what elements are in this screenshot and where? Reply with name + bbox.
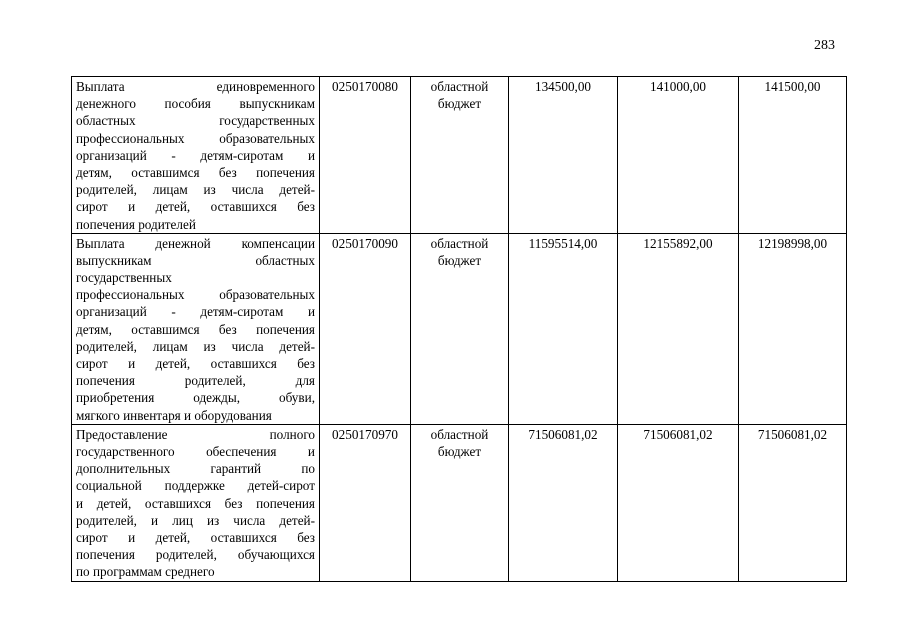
row-description [72, 233, 320, 424]
description-line: государственного обеспечения и [76, 443, 315, 459]
row-amount-3: 12198998,00 [739, 233, 847, 424]
description-line: Выплата денежной компенсации [76, 235, 315, 251]
row-amount-3: 141500,00 [739, 77, 847, 234]
row-description [72, 77, 320, 234]
description-line: сирот и детей, оставшихся без [76, 529, 315, 545]
row-amount-2: 71506081,02 [618, 424, 739, 581]
row-amount-1: 11595514,00 [509, 233, 618, 424]
description-line: мягкого инвентаря и оборудования [76, 407, 272, 423]
table-row [72, 233, 847, 424]
row-amount-3: 71506081,02 [739, 424, 847, 581]
description-line: государственных [76, 270, 172, 286]
description-line: сирот и детей, оставшихся без [76, 199, 315, 215]
description-line: попечения родителей [76, 216, 196, 232]
description-line: организаций - детям-сиротам и [76, 147, 315, 163]
row-source: областной бюджет [411, 77, 509, 234]
row-code: 0250170090 [320, 233, 411, 424]
table-row [72, 77, 847, 234]
table-row [72, 424, 847, 581]
description-line: социальной поддержке детей-сирот [76, 478, 315, 494]
description-line: родителей, и лиц из числа детей- [76, 512, 315, 528]
row-amount-2: 12155892,00 [618, 233, 739, 424]
description-line: Предоставление полного [76, 426, 315, 442]
description-line: областных государственных [76, 113, 315, 129]
description-line: профессиональных образовательных [76, 287, 315, 303]
description-line: денежного пособия выпускникам [76, 96, 315, 112]
description-line: и детей, оставшихся без попечения [76, 495, 315, 511]
description-line: приобретения одежды, обуви, [76, 390, 315, 406]
row-description [72, 424, 320, 581]
description-line: детям, оставшимся без попечения [76, 164, 315, 180]
row-amount-1: 71506081,02 [509, 424, 618, 581]
description-line: дополнительных гарантий по [76, 461, 315, 477]
description-line: организаций - детям-сиротам и [76, 304, 315, 320]
row-code: 0250170080 [320, 77, 411, 234]
row-amount-2: 141000,00 [618, 77, 739, 234]
description-line: выпускникам областных [76, 252, 315, 268]
description-line: родителей, лицам из числа детей- [76, 338, 315, 354]
description-line: родителей, лицам из числа детей- [76, 182, 315, 198]
row-code: 0250170970 [320, 424, 411, 581]
budget-table [71, 76, 847, 582]
description-line: профессиональных образовательных [76, 130, 315, 146]
page-number: 283 [814, 38, 835, 53]
description-line: Выплата единовременного [76, 79, 315, 94]
description-line: попечения родителей, обучающихся [76, 547, 315, 563]
description-line: попечения родителей, для [76, 373, 315, 389]
description-line: по программам среднего [76, 564, 215, 580]
description-line: детям, оставшимся без попечения [76, 321, 315, 337]
row-source: областной бюджет [411, 424, 509, 581]
row-amount-1: 134500,00 [509, 77, 618, 234]
description-line: сирот и детей, оставшихся без [76, 356, 315, 372]
row-source: областной бюджет [411, 233, 509, 424]
